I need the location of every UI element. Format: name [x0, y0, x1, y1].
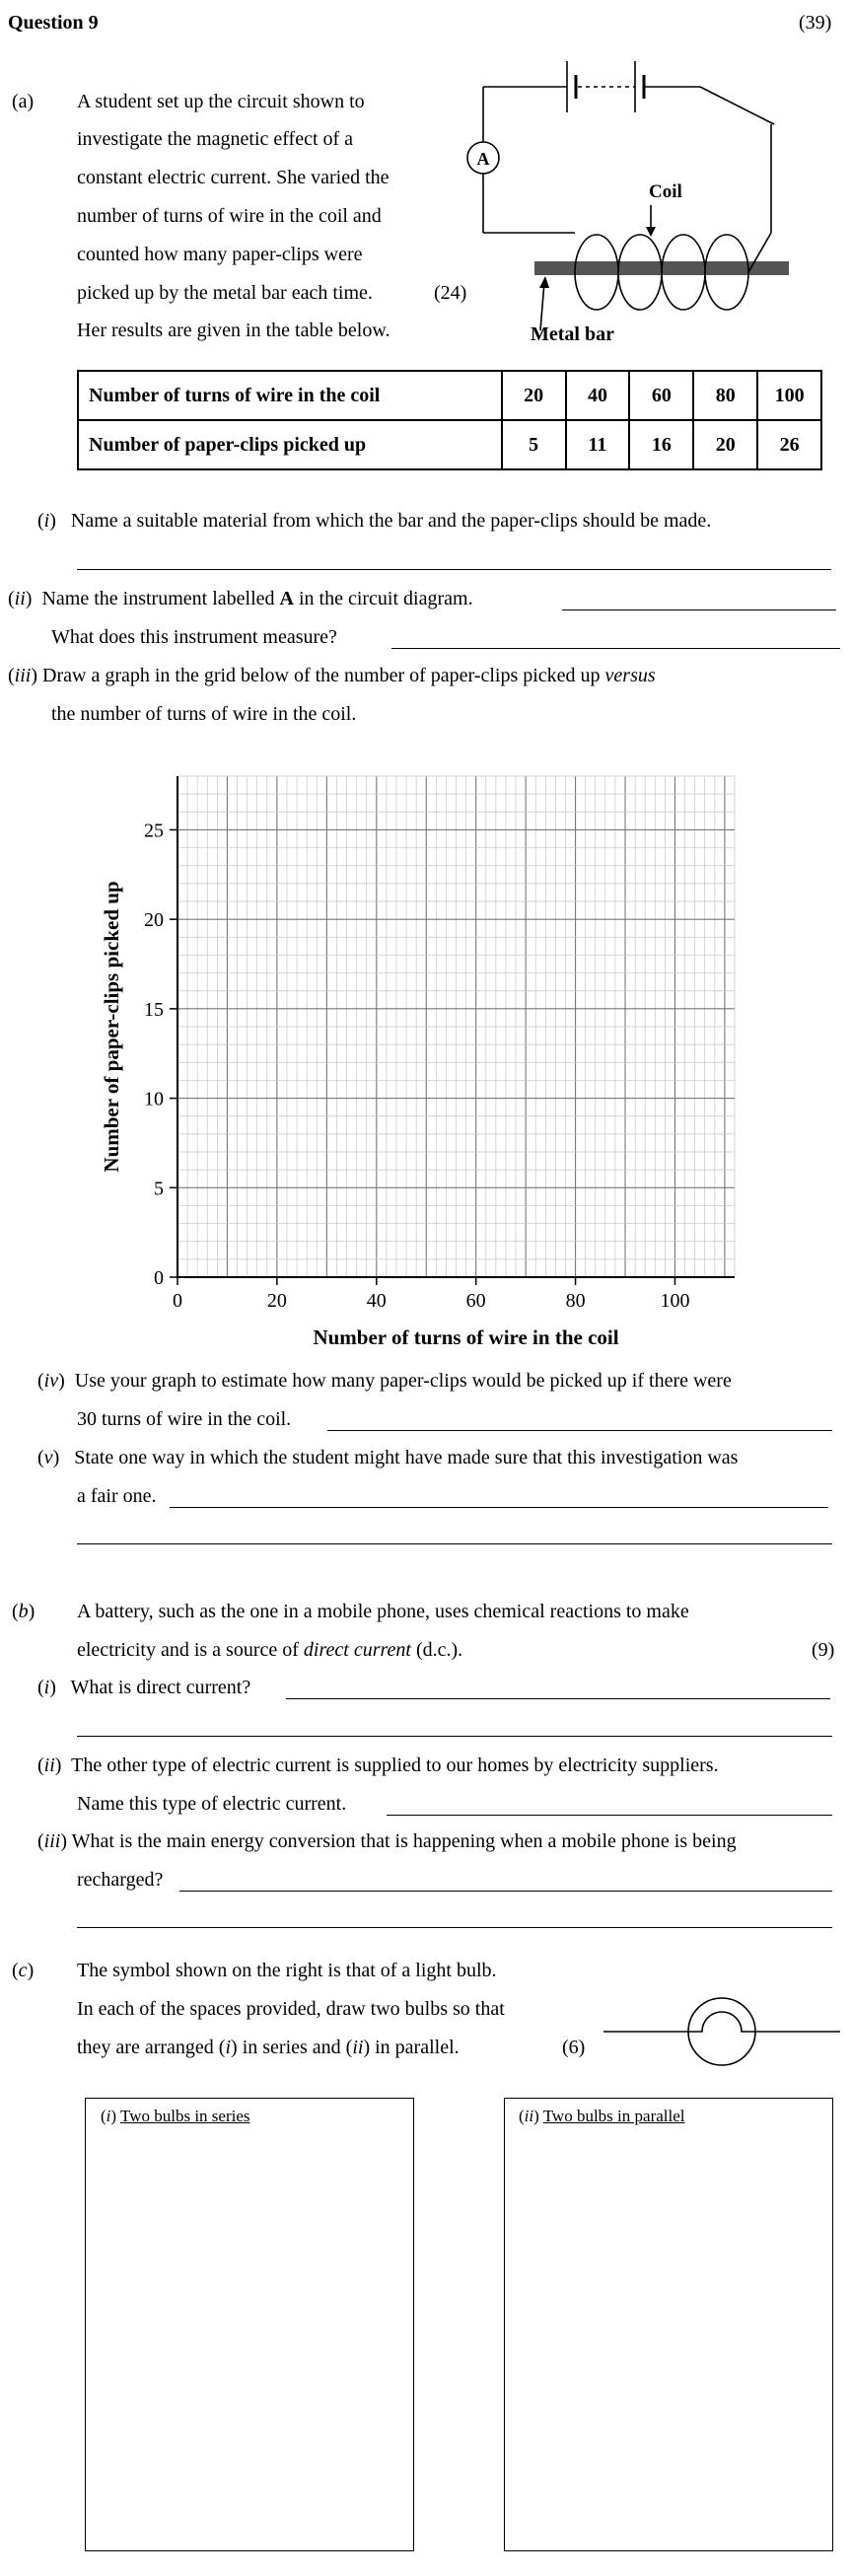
answer-line-a-ii-measure[interactable] — [391, 648, 840, 649]
x-tick-label: 20 — [266, 1290, 287, 1312]
table-row-label: Number of paper-clips picked up — [78, 420, 502, 469]
table-cell: 60 — [629, 371, 693, 420]
q-b-iii-2: recharged? — [77, 1869, 164, 1891]
table-row — [78, 420, 821, 469]
x-tick-label: 100 — [660, 1290, 690, 1312]
y-tick-label: 0 — [154, 1267, 164, 1289]
answer-line-a-iv[interactable] — [327, 1430, 832, 1431]
table-row — [78, 371, 821, 420]
q-a-ii: (ii) Name the instrument labelled A in the circuit diagram. — [8, 588, 473, 609]
y-tick-label: 5 — [154, 1178, 164, 1200]
q-a-v: (v) State one way in which the student might have made sure that this investigation was — [37, 1447, 739, 1468]
graph-grid[interactable] — [89, 764, 759, 1356]
answer-line-b-iii-1[interactable] — [179, 1891, 832, 1892]
part-c-line-2: In each of the spaces provided, draw two bulbs so that — [77, 1998, 505, 2020]
q-b-i: (i) What is direct current? — [37, 1677, 251, 1698]
q-b-iii: (iii) What is the main energy conversion that is happening when a mobile phone is being — [37, 1830, 737, 1852]
x-axis-label: Number of turns of wire in the coil — [313, 1325, 619, 1349]
answer-line-a-v-1[interactable] — [170, 1507, 828, 1508]
q-a-iv-2: 30 turns of wire in the coil. — [77, 1408, 292, 1430]
question-total-marks: (39) — [799, 12, 832, 34]
table-cell: 16 — [629, 420, 693, 469]
part-c-marks: (6) — [562, 2037, 586, 2058]
table-row-label: Number of turns of wire in the coil — [78, 371, 502, 420]
table-cell: 20 — [693, 420, 757, 469]
drawing-box-parallel[interactable] — [504, 2098, 833, 2551]
part-a-intro-line: A student set up the circuit shown to — [77, 91, 365, 112]
y-tick-label: 10 — [144, 1088, 164, 1110]
ammeter-label: A — [476, 149, 490, 169]
table-cell: 100 — [757, 371, 821, 420]
part-b-marks: (9) — [812, 1639, 835, 1661]
table-cell: 26 — [757, 420, 821, 469]
part-b-label: (b) — [12, 1601, 35, 1622]
part-c-line-1: The symbol shown on the right is that of a light bulb. — [77, 1960, 497, 1981]
part-a-intro-line: investigate the magnetic effect of a — [77, 128, 354, 150]
q-a-iii-2: the number of turns of wire in the coil. — [51, 703, 357, 725]
answer-line-b-i-2[interactable] — [77, 1736, 832, 1737]
table-cell: 11 — [566, 420, 630, 469]
answer-line-b-iii-2[interactable] — [77, 1927, 832, 1928]
x-tick-label: 80 — [565, 1290, 586, 1312]
answer-line-a-v-2[interactable] — [77, 1543, 832, 1544]
part-a-intro-line: constant electric current. She varied the — [77, 167, 390, 188]
metal-bar-label: Metal bar — [531, 323, 614, 345]
y-axis-label: Number of paper-clips picked up — [100, 881, 123, 1173]
answer-line-a-i[interactable] — [77, 569, 831, 570]
table-cell: 20 — [502, 371, 566, 420]
y-tick-label: 15 — [144, 998, 164, 1021]
q-b-ii-2: Name this type of electric current. — [77, 1793, 347, 1815]
q-a-v-2: a fair one. — [77, 1485, 157, 1507]
part-a-intro-line: counted how many paper-clips were — [77, 244, 363, 265]
answer-line-b-ii[interactable] — [387, 1815, 832, 1816]
q-b-ii: (ii) The other type of electric current is supplied to our homes by electricity suppliers. — [37, 1754, 719, 1776]
q-a-iii: (iii) Draw a graph in the grid below of the number of paper-clips picked up versus — [8, 665, 656, 686]
circuit-diagram — [454, 39, 848, 355]
q-a-ii-2: What does this instrument measure? — [51, 626, 337, 648]
part-a-intro-line: number of turns of wire in the coil and — [77, 205, 382, 227]
x-tick-label: 60 — [465, 1290, 486, 1312]
x-tick-label: 40 — [366, 1290, 387, 1312]
part-c-label: (c) — [12, 1960, 35, 1981]
answer-line-a-ii-instrument[interactable] — [562, 609, 836, 610]
y-tick-label: 25 — [144, 820, 164, 842]
bulb-symbol — [603, 1992, 840, 2071]
drawing-box-series[interactable] — [85, 2098, 414, 2551]
part-a-label: (a) — [12, 91, 35, 112]
part-a-intro-line: Her results are given in the table below. — [77, 320, 390, 341]
part-a-marks: (24) — [434, 282, 467, 304]
results-table — [77, 370, 822, 470]
answer-line-b-i-1[interactable] — [286, 1698, 830, 1699]
part-a-intro-line: picked up by the metal bar each time. — [77, 282, 373, 304]
part-b-intro-1: A battery, such as the one in a mobile phone, uses chemical reactions to make — [77, 1601, 689, 1622]
table-cell: 5 — [502, 420, 566, 469]
y-tick-label: 20 — [144, 909, 164, 932]
part-c-line-3: they are arranged (i) in series and (ii) in parallel. — [77, 2037, 460, 2058]
box-parallel-title: (ii) Two bulbs in parallel — [519, 2107, 685, 2125]
q-a-i: (i) Name a suitable material from which the bar and the paper-clips should be made. — [37, 510, 712, 532]
table-cell: 80 — [693, 371, 757, 420]
q-a-iv: (iv) Use your graph to estimate how many paper-clips would be picked up if there were — [37, 1370, 732, 1392]
question-title: Question 9 — [8, 12, 99, 34]
box-series-title: (i) Two bulbs in series — [101, 2107, 250, 2125]
coil-label: Coil — [649, 181, 682, 202]
x-tick-label: 0 — [173, 1290, 182, 1312]
table-cell: 40 — [566, 371, 630, 420]
switch-lever — [700, 87, 774, 124]
part-b-intro-2: electricity and is a source of direct current (d.c.). — [77, 1639, 463, 1661]
